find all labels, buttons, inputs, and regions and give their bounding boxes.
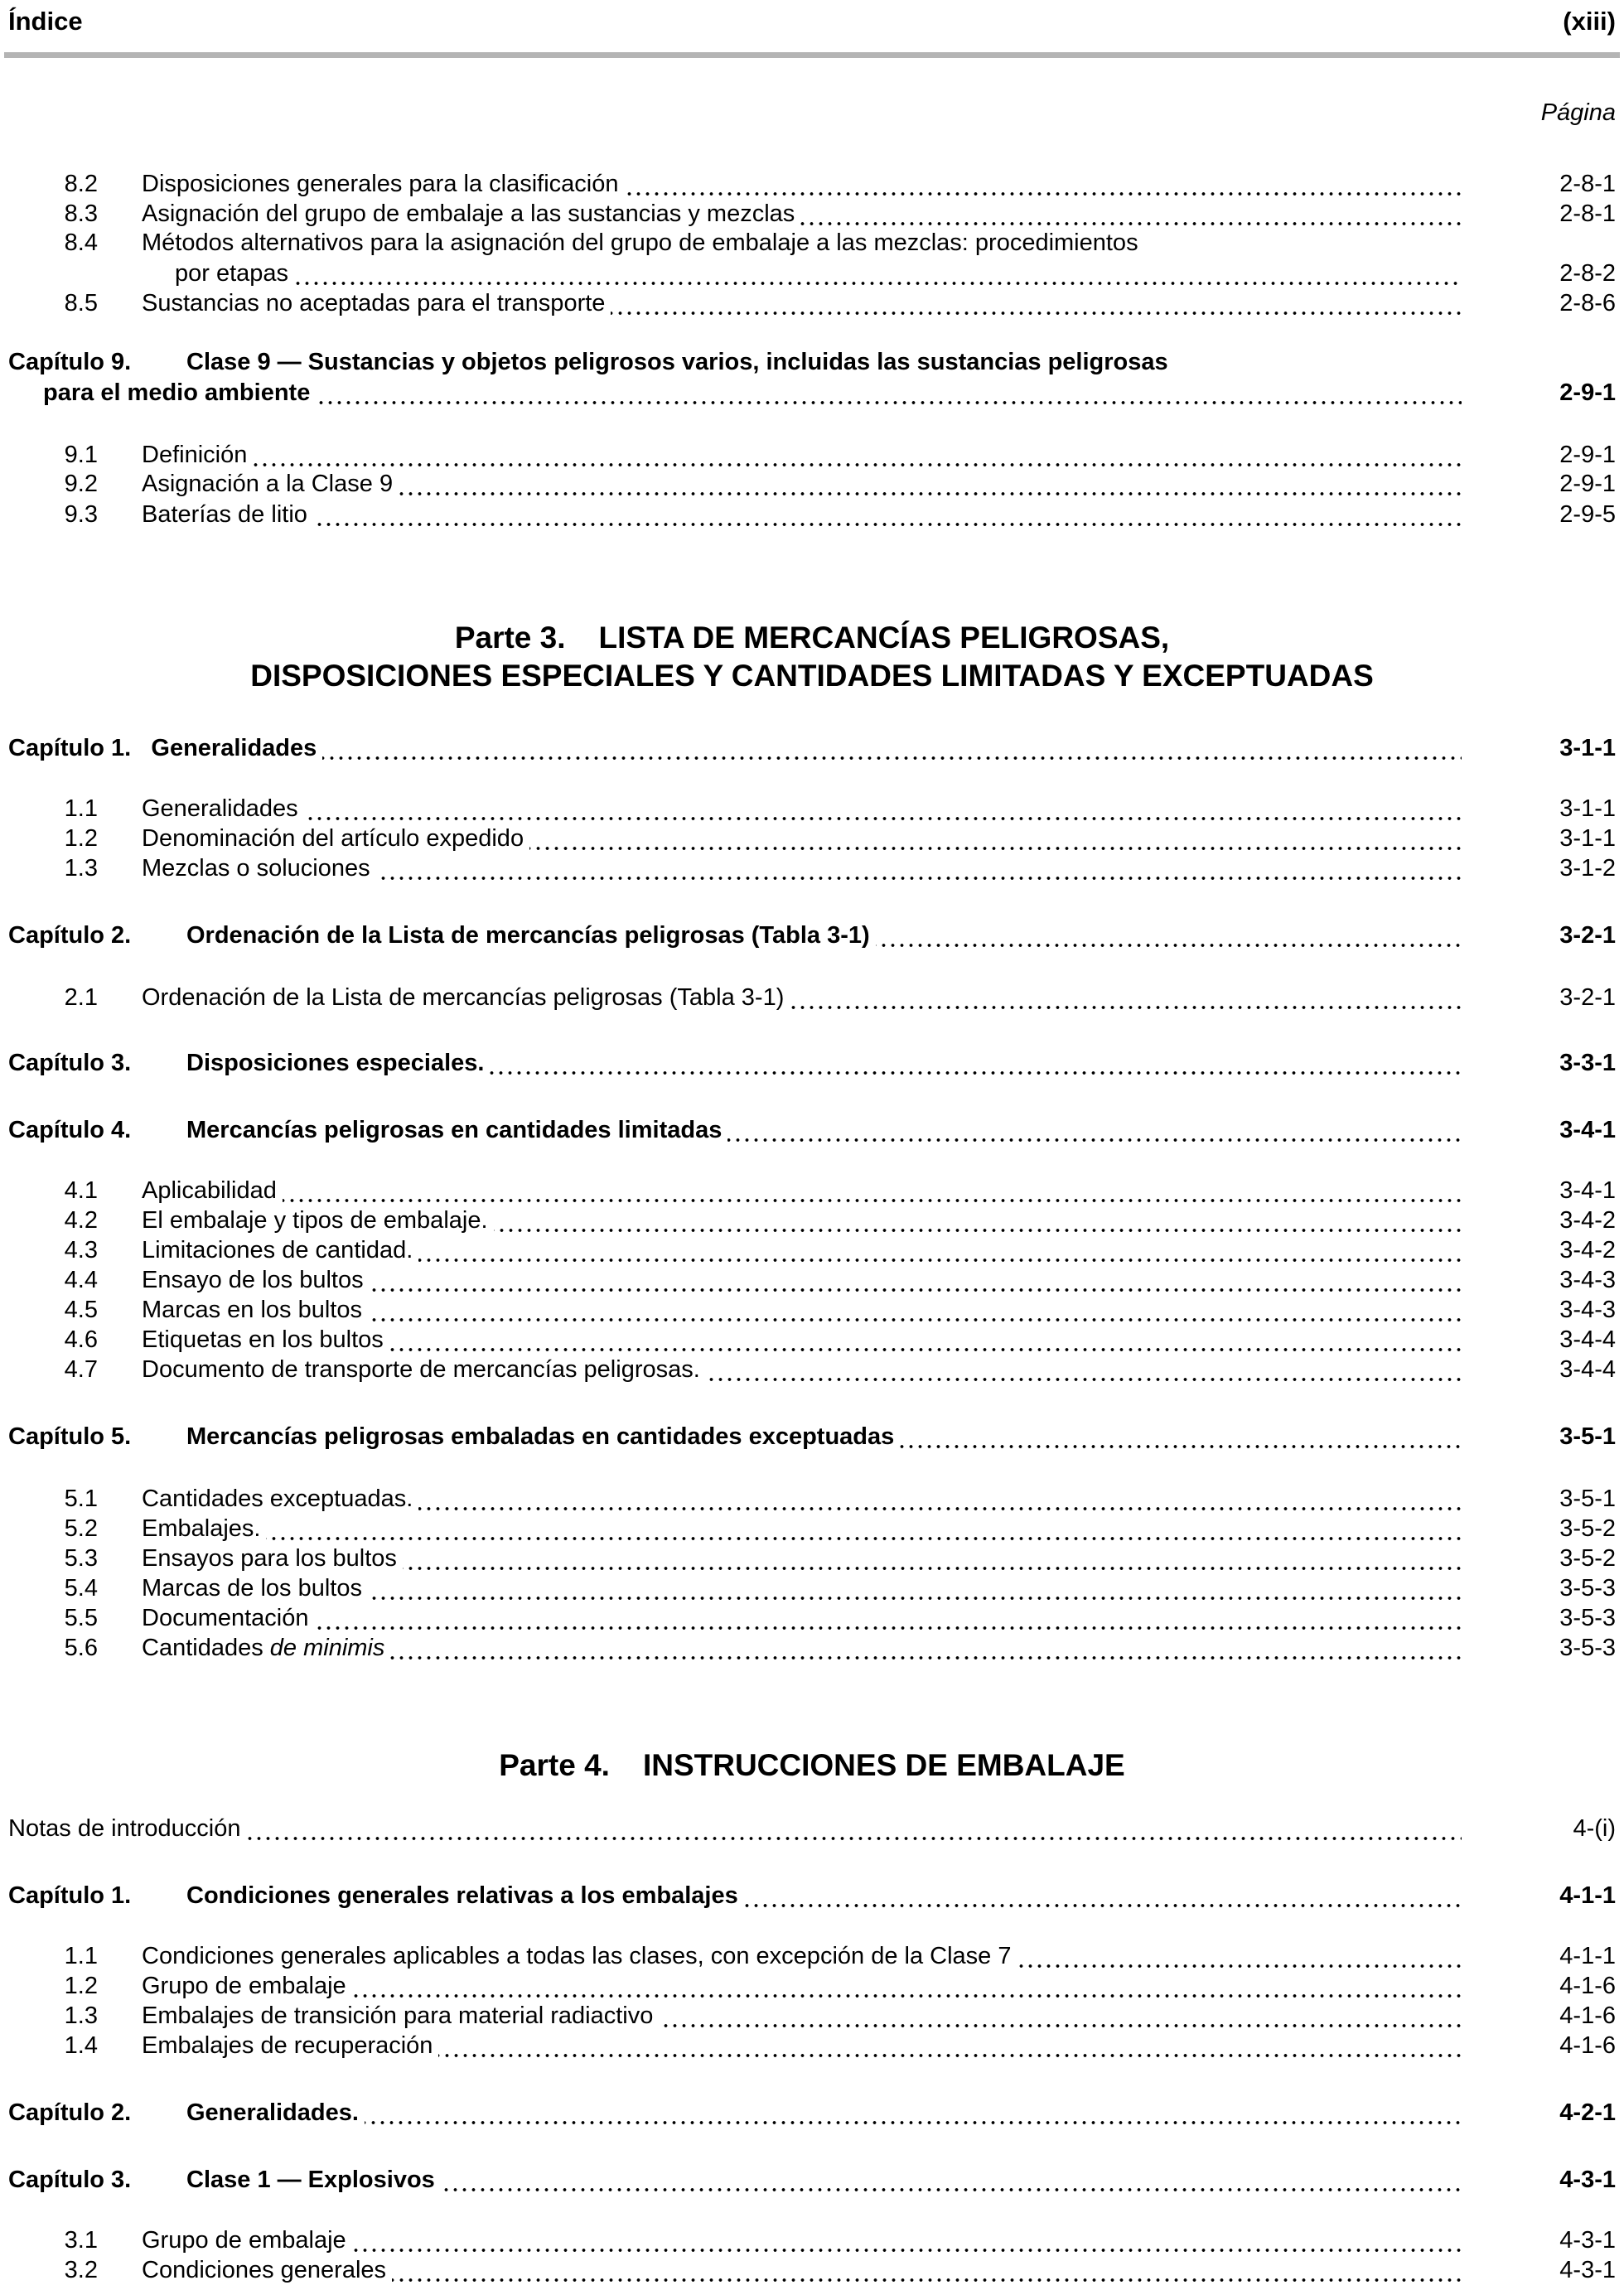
- chapter-page: 3-2-1: [1559, 922, 1616, 949]
- toc-entry-page: 2-9-1: [1559, 471, 1616, 497]
- part-label: Parte 3.: [454, 621, 566, 655]
- toc-chapter-3-5[interactable]: [0, 1421, 1624, 1452]
- chapter-label: Capítulo 5.: [8, 1423, 132, 1450]
- toc-chapter-3-2[interactable]: [0, 920, 1624, 951]
- toc-entry-title: Embalajes de recuperación: [142, 2032, 438, 2059]
- chapter-page: 2-9-1: [1559, 379, 1616, 406]
- toc-entry-4-1-2[interactable]: 1.2 Grupo de embalaje 4-1-6: [0, 1970, 1624, 2002]
- toc-entry-title: Definición: [142, 442, 253, 468]
- toc-entry-page: 4-3-1: [1559, 2227, 1616, 2254]
- toc-entry-title: Condiciones generales: [142, 2257, 392, 2283]
- toc-entry-title: Aplicabilidad: [142, 1177, 283, 1204]
- toc-entry-title: Denominación del artículo expedido: [142, 825, 529, 852]
- toc-entry-title: Baterías de litio: [142, 501, 313, 528]
- toc-chapter-4-1[interactable]: [0, 1880, 1624, 1911]
- toc-entry-3-5-6[interactable]: 5.6 Cantidades de minimis 3-5-3: [0, 1632, 1624, 1664]
- toc-entry-title: Documentación: [142, 1605, 315, 1631]
- toc-entry-title: Ensayos para los bultos: [142, 1545, 403, 1572]
- chapter-label: Capítulo 3.: [8, 2167, 132, 2193]
- toc-entry-4-1-4[interactable]: 1.4 Embalajes de recuperación 4-1-6: [0, 2030, 1624, 2061]
- part-label: Parte 4.: [499, 1748, 610, 1782]
- toc-entry-title: Cantidades exceptuadas.: [142, 1486, 418, 1512]
- toc-entry-8-5[interactable]: 8.5 Sustancias no aceptadas para el transporte 2-8-6: [0, 287, 1624, 319]
- toc-entry-page: 2-8-1: [1559, 171, 1616, 197]
- toc-chapter-2-9-continued[interactable]: [0, 377, 1624, 408]
- toc-chapter-4-3[interactable]: [0, 2164, 1624, 2196]
- toc-chapter-3-4[interactable]: [0, 1114, 1624, 1146]
- toc-entry-title-continued: por etapas: [175, 260, 294, 287]
- toc-entry-3-5-4[interactable]: 5.4 Marcas de los bultos 3-5-3: [0, 1573, 1624, 1604]
- toc-entry-page: 2-9-5: [1559, 501, 1616, 528]
- toc-entry-page: 2-8-6: [1559, 290, 1616, 316]
- chapter-title-continued: para el medio ambiente: [43, 379, 316, 406]
- toc-entry-3-5-5[interactable]: 5.5 Documentación 3-5-3: [0, 1602, 1624, 1634]
- chapter-title: Ordenación de la Lista de mercancías peligrosas (Tabla 3-1): [186, 922, 876, 949]
- toc-entry-page: 3-5-3: [1559, 1635, 1616, 1661]
- toc-entry-title: Asignación a la Clase 9: [142, 471, 399, 497]
- toc-entry-4-1-1[interactable]: 1.1 Condiciones generales aplicables a todas las clases, con excepción de la Clase 7 4-1-1: [0, 1940, 1624, 1972]
- chapter-label: Capítulo 9.: [8, 349, 132, 375]
- toc-entry-3-1-2[interactable]: 1.2 Denominación del artículo expedido 3-1-1: [0, 823, 1624, 854]
- part-title-line1: LISTA DE MERCANCÍAS PELIGROSAS,: [598, 621, 1170, 655]
- chapter-title: Condiciones generales relativas a los embalajes: [186, 1882, 744, 1909]
- chapter-title: Generalidades: [151, 735, 317, 761]
- toc-entry-3-4-6[interactable]: 4.6 Etiquetas en los bultos 3-4-4: [0, 1324, 1624, 1355]
- toc-entry-title: Asignación del grupo de embalaje a las sustancias y mezclas: [142, 200, 800, 227]
- chapter-page: 3-4-1: [1559, 1117, 1616, 1143]
- chapter-title: Clase 1 — Explosivos: [186, 2167, 441, 2193]
- chapter-title: Mercancías peligrosas embaladas en cantidades exceptuadas: [186, 1423, 900, 1450]
- toc-entry-title: Disposiciones generales para la clasificación: [142, 171, 624, 197]
- toc-entry-page: 4-1-1: [1559, 1943, 1616, 1969]
- toc-entry-title: Grupo de embalaje: [142, 1973, 352, 1999]
- toc-entry-3-2-1[interactable]: 2.1 Ordenación de la Lista de mercancías peligrosas (Tabla 3-1) 3-2-1: [0, 982, 1624, 1013]
- toc-entry-page: 4-3-1: [1559, 2257, 1616, 2283]
- chapter-label: Capítulo 3.: [8, 1050, 132, 1076]
- part-4-heading: [0, 1747, 1624, 1784]
- part-title-line2: DISPOSICIONES ESPECIALES Y CANTIDADES LIMITADAS Y EXCEPTUADAS: [250, 659, 1374, 693]
- chapter-label: Capítulo 1.: [8, 735, 132, 761]
- toc-chapter-3-3[interactable]: [0, 1047, 1624, 1079]
- toc-entry-page: 3-5-3: [1559, 1575, 1616, 1602]
- toc-entry-3-4-3[interactable]: 4.3 Limitaciones de cantidad. 3-4-2: [0, 1234, 1624, 1266]
- toc-entry-introduction-notes[interactable]: [0, 1813, 1624, 1844]
- chapter-page: 3-3-1: [1559, 1050, 1616, 1076]
- chapter-title: Disposiciones especiales.: [186, 1050, 490, 1076]
- toc-entry-8-2[interactable]: 8.2 Disposiciones generales para la clasificación 2-8-1: [0, 168, 1624, 200]
- toc-entry-3-1-1[interactable]: 1.1 Generalidades 3-1-1: [0, 793, 1624, 824]
- toc-entry-title: Ensayo de los bultos: [142, 1267, 370, 1293]
- chapter-page: 3-5-1: [1559, 1423, 1616, 1450]
- running-header-title: Índice: [8, 7, 83, 36]
- toc-entry-page: 3-2-1: [1559, 984, 1616, 1011]
- chapter-title: Mercancías peligrosas en cantidades limitadas: [186, 1117, 727, 1143]
- toc-entry-page: 4-(i): [1573, 1815, 1616, 1842]
- toc-entry-title: Embalajes.: [142, 1515, 266, 1542]
- toc-entry-page: 3-1-1: [1559, 795, 1616, 822]
- toc-entry-title: Documento de transporte de mercancías peligrosas.: [142, 1356, 706, 1383]
- toc-entry-title: Sustancias no aceptadas para el transporte: [142, 290, 611, 316]
- toc-entry-page: 4-1-6: [1559, 1973, 1616, 1999]
- toc-entry-title: Generalidades: [142, 795, 304, 822]
- toc-entry-title: Limitaciones de cantidad.: [142, 1237, 418, 1263]
- chapter-label: Capítulo 2.: [8, 922, 132, 949]
- chapter-title: Clase 9 — Sustancias y objetos peligrosos varios, incluidas las sustancias peligrosas: [186, 349, 1168, 375]
- toc-entry-page: 4-1-6: [1559, 2032, 1616, 2059]
- toc-entry-page: 3-4-3: [1559, 1267, 1616, 1293]
- toc-entry-3-4-4[interactable]: 4.4 Ensayo de los bultos 3-4-3: [0, 1264, 1624, 1296]
- toc-entry-8-4-continued[interactable]: [0, 258, 1624, 289]
- toc-entry-3-5-3[interactable]: 5.3 Ensayos para los bultos 3-5-2: [0, 1543, 1624, 1574]
- header-rule: [4, 52, 1620, 58]
- toc-entry-page: 3-1-2: [1559, 855, 1616, 882]
- chapter-label: Capítulo 1.: [8, 1882, 132, 1909]
- toc-entry-3-5-1[interactable]: 5.1 Cantidades exceptuadas. 3-5-1: [0, 1483, 1624, 1515]
- toc-entry-3-1-3[interactable]: 1.3 Mezclas o soluciones 3-1-2: [0, 853, 1624, 884]
- toc-entry-page: 4-1-6: [1559, 2003, 1616, 2029]
- toc-entry-page: 3-4-3: [1559, 1297, 1616, 1323]
- toc-entry-page: 2-8-1: [1559, 200, 1616, 227]
- chapter-label: Capítulo 2.: [8, 2099, 132, 2126]
- toc-entry-page: 3-4-4: [1559, 1326, 1616, 1353]
- toc-entry-title: Etiquetas en los bultos: [142, 1326, 389, 1353]
- toc-entry-3-4-2[interactable]: 4.2 El embalaje y tipos de embalaje. 3-4-2: [0, 1205, 1624, 1236]
- toc-entry-title: Mezclas o soluciones: [142, 855, 376, 882]
- toc-entry-4-3-1[interactable]: 3.1 Grupo de embalaje 4-3-1: [0, 2225, 1624, 2256]
- toc-chapter-3-1[interactable]: [0, 732, 1624, 764]
- toc-entry-title: Notas de introducción: [8, 1815, 247, 1842]
- chapter-page: 4-3-1: [1559, 2167, 1616, 2193]
- toc-entry-page: 2-9-1: [1559, 442, 1616, 468]
- toc-entry-page: 3-4-2: [1559, 1237, 1616, 1263]
- toc-chapter-4-2[interactable]: [0, 2097, 1624, 2128]
- toc-entry-page: 3-5-2: [1559, 1515, 1616, 1542]
- toc-entry-page: 2-8-2: [1559, 260, 1616, 287]
- toc-entry-page: 3-5-2: [1559, 1545, 1616, 1572]
- toc-entry-9-1[interactable]: 9.1 Definición 2-9-1: [0, 439, 1624, 471]
- part-title: INSTRUCCIONES DE EMBALAJE: [642, 1748, 1125, 1782]
- running-header-page-number: (xiii): [1563, 7, 1616, 36]
- chapter-page: 4-2-1: [1559, 2099, 1616, 2126]
- toc-entry-page: 3-1-1: [1559, 825, 1616, 852]
- chapter-page: 4-1-1: [1559, 1882, 1616, 1909]
- toc-entry-3-5-2[interactable]: 5.2 Embalajes. 3-5-2: [0, 1513, 1624, 1544]
- toc-chapter-2-9[interactable]: [0, 346, 1624, 378]
- toc-entry-title: Embalajes de transición para material radiactivo: [142, 2003, 659, 2029]
- toc-entry-title: El embalaje y tipos de embalaje.: [142, 1207, 494, 1234]
- toc-entry-title: Métodos alternativos para la asignación del grupo de embalaje a las mezclas: procedimientos: [142, 229, 1138, 256]
- toc-entry-8-4[interactable]: 8.4 Métodos alternativos para la asignación del grupo de embalaje a las mezclas: procedimientos: [0, 227, 1624, 258]
- toc-entry-title: Ordenación de la Lista de mercancías peligrosas (Tabla 3-1): [142, 984, 790, 1011]
- toc-entry-title: Condiciones generales aplicables a todas las clases, con excepción de la Clase 7: [142, 1943, 1017, 1969]
- chapter-title: Generalidades.: [186, 2099, 365, 2126]
- chapter-page: 3-1-1: [1559, 735, 1616, 761]
- toc-entry-page: 3-5-1: [1559, 1486, 1616, 1512]
- toc-entry-4-3-2[interactable]: 3.2 Condiciones generales 4-3-1: [0, 2254, 1624, 2286]
- toc-entry-8-3[interactable]: 8.3 Asignación del grupo de embalaje a las sustancias y mezclas 2-8-1: [0, 198, 1624, 229]
- toc-entry-title: Cantidades: [142, 1635, 263, 1661]
- toc-entry-3-4-7[interactable]: 4.7 Documento de transporte de mercancías peligrosas. 3-4-4: [0, 1354, 1624, 1385]
- toc-entry-3-4-1[interactable]: 4.1 Aplicabilidad 3-4-1: [0, 1175, 1624, 1206]
- toc-entry-title: Marcas en los bultos: [142, 1297, 368, 1323]
- toc-entry-page: 3-4-4: [1559, 1356, 1616, 1383]
- toc-entry-title: Marcas de los bultos: [142, 1575, 368, 1602]
- toc-entry-3-4-5[interactable]: 4.5 Marcas en los bultos 3-4-3: [0, 1294, 1624, 1326]
- part-3-heading-line2: [0, 658, 1624, 694]
- toc-entry-page: 3-4-2: [1559, 1207, 1616, 1234]
- toc-entry-title-italic: de minimis: [269, 1635, 385, 1661]
- toc-entry-title: Grupo de embalaje: [142, 2227, 352, 2254]
- toc-entry-page: 3-5-3: [1559, 1605, 1616, 1631]
- pagina-column-label: Página: [1540, 99, 1616, 126]
- part-3-heading: [0, 620, 1624, 656]
- toc-entry-9-2[interactable]: 9.2 Asignación a la Clase 9 2-9-1: [0, 468, 1624, 500]
- toc-entry-page: 3-4-1: [1559, 1177, 1616, 1204]
- toc-entry-4-1-3[interactable]: 1.3 Embalajes de transición para material radiactivo 4-1-6: [0, 2000, 1624, 2032]
- chapter-label: Capítulo 4.: [8, 1117, 132, 1143]
- toc-entry-9-3[interactable]: 9.3 Baterías de litio 2-9-5: [0, 499, 1624, 530]
